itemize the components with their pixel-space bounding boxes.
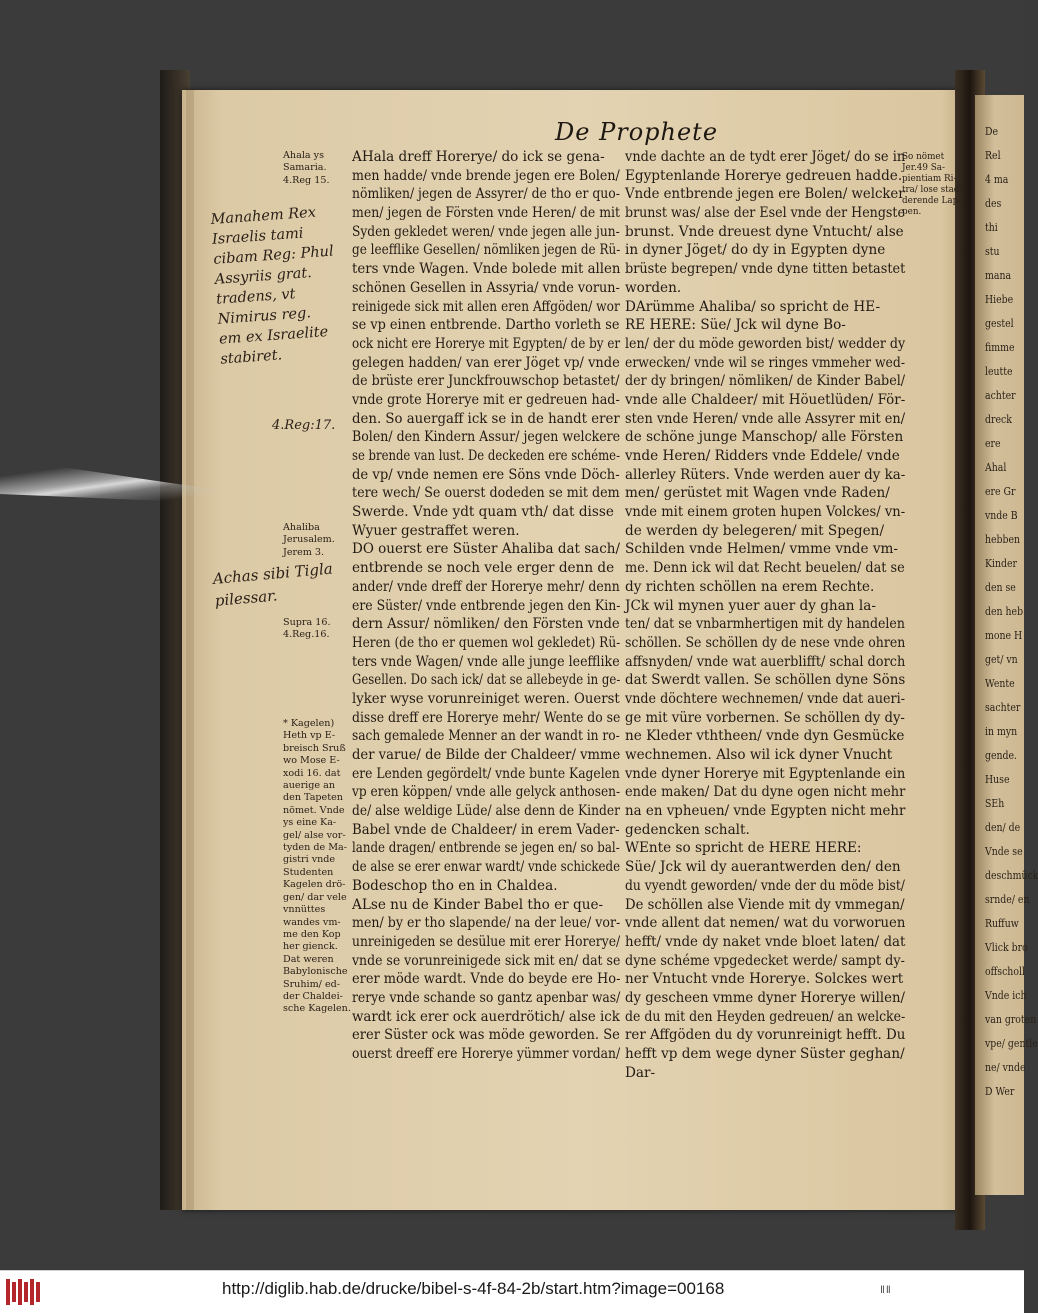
text-line: RE HERE: Süe/ Jck wil dyne Bo- — [625, 317, 846, 334]
text-line: de schöne junge Manschop/ alle Försten — [625, 429, 904, 446]
next-page-fragment: thi — [985, 221, 998, 234]
next-page-fragment: leutte — [985, 365, 1013, 378]
next-page-fragment: Hiebe — [985, 293, 1014, 306]
text-line: Heren (de tho er quemen wol gekledet) Rü- — [352, 634, 621, 651]
next-page-fragment: SEh — [985, 797, 1005, 810]
text-line: de brüste erer Junckfrouwschop betastet/ — [352, 373, 620, 390]
next-page-fragment: Rel — [985, 149, 1001, 162]
next-page-fragment: De — [985, 125, 999, 138]
handwritten-line: stabiret. — [219, 347, 283, 368]
url-link[interactable]: http://diglib.hab.de/drucke/bibel-s-4f-84-2b/start.htm?image=00168 — [222, 1279, 725, 1298]
margin-line: wo Mose E- — [283, 755, 340, 767]
margin-line: So nömet — [902, 152, 945, 162]
margin-line: auerige an — [283, 780, 335, 792]
text-line: vnde allent dat nemen/ wat du vorworuen — [625, 915, 906, 932]
text-line: len/ der du möde geworden bist/ wedder dy — [625, 335, 906, 352]
next-page-fragment: achter — [985, 389, 1016, 402]
next-page-fragment: hebben — [985, 533, 1021, 546]
next-page-fragment: den se — [985, 581, 1016, 594]
text-line: brunst. Vnde dreuest dyne Vntucht/ alse — [625, 223, 904, 240]
text-column-right — [625, 148, 905, 1082]
margin-line: derende Lap- — [902, 196, 962, 206]
text-line: dern Assur/ nömliken/ den Försten vnde — [352, 616, 620, 633]
margin-line: 4.Reg 15. — [283, 174, 330, 186]
margin-line: Babylonische — [283, 966, 348, 978]
text-line: erer Süster ock was möde geworden. Se — [352, 1027, 620, 1044]
next-page-fragment: vpe/ gentle — [985, 1037, 1038, 1050]
handwritten-line: Nimirus reg. — [217, 305, 312, 328]
next-page-fragment: sachter — [985, 701, 1021, 714]
margin-line: Heth vp E- — [283, 730, 336, 742]
margin-line: gel/ alse vor- — [283, 829, 346, 841]
margin-line: sche Kagelen. — [283, 1003, 351, 1015]
text-line: der dy bringen/ nömliken/ de Kinder Babel/ — [625, 373, 906, 390]
text-line: rer Affgöden du dy vorunreinigt hefft. Du — [625, 1027, 906, 1044]
text-line: ten/ dat se vnbarmhertigen mit dy handelen — [625, 616, 905, 633]
text-line: hefft/ vnde dy naket vnde bloet laten/ dat — [625, 933, 906, 950]
text-line: de/ alse weldige Lüde/ alse denn de Kinder — [352, 803, 620, 820]
margin-line: tra/ lose stad- — [902, 185, 963, 195]
margin-line: Samaria. — [283, 162, 327, 174]
text-line: se brende van lust. De deckeden ere schéme- — [352, 448, 621, 464]
text-line: vnde döchtere wechnemen/ vnde dat aueri- — [625, 690, 906, 707]
text-line: ge mit vüre vorbernen. Se schöllen dy dy- — [625, 709, 905, 726]
text-line: entbrende se noch vele erger denn de — [352, 560, 615, 577]
handwritten-line: Achas sibi Tigla — [212, 559, 334, 588]
margin-line: Ahala ys — [283, 150, 325, 161]
handwritten-line: Manahem Rex — [210, 204, 317, 228]
next-page-fragment: Huse — [985, 773, 1010, 786]
text-line: nömliken/ jegen de Assyrer/ de tho er quo- — [352, 186, 620, 203]
margin-note-ahala — [283, 150, 353, 187]
text-line: wechnemen. Also wil ick dyner Vnucht — [625, 747, 893, 763]
text-line: de alse se erer enwar wardt/ vnde schickede — [352, 859, 621, 876]
text-line: men/ by er tho slapende/ na der leue/ vor- — [352, 915, 621, 932]
text-line: de vp/ vnde nemen ere Söns vnde Döch- — [352, 466, 620, 483]
next-page-fragment: D Wer — [985, 1085, 1015, 1098]
text-line: Swerde. Vnde ydt quam vth/ dat disse — [352, 504, 614, 521]
next-page-fragment: Ahal — [985, 461, 1007, 474]
text-line: lyker wyse vorunreiniget weren. Ouerst — [352, 690, 620, 707]
next-page-fragment: srnde/ en — [985, 893, 1030, 906]
text-line: Babel vnde de Chaldeer/ in erem Vader- — [352, 821, 620, 838]
margin-line: breisch Sruß — [283, 742, 346, 754]
text-line: DO ouerst ere Süster Ahaliba dat sach/ — [352, 541, 621, 558]
text-line: ende maken/ Dat du dyne ogen nicht mehr — [625, 784, 906, 801]
text-line: Schilden vnde Helmen/ vmme vnde vm- — [625, 541, 899, 558]
text-line: brunst was/ alse der Esel vnde der Hengste — [625, 205, 905, 222]
margin-line: pientiam Ri- — [902, 174, 957, 184]
margin-line: Ahaliba — [283, 522, 320, 533]
next-page-fragment: Vlick bro — [985, 941, 1028, 954]
text-line: ner Vntucht vnde Horerye. Solckes wert — [625, 971, 904, 988]
margin-line: Jerem 3. — [283, 546, 325, 558]
text-line: ock nicht ere Horerye mit Egypten/ de by er — [352, 335, 621, 352]
handwritten-line: tradens, vt — [215, 286, 296, 308]
margin-line: me den Kop — [283, 928, 341, 940]
text-line: gedencken schalt. — [625, 821, 750, 838]
text-line: wardt ick erer ock auerdrötich/ alse ick — [352, 1008, 620, 1025]
text-line: Syden gekledet weren/ vnde jegen alle jun- — [352, 223, 620, 240]
next-page-fragment: gende. — [985, 749, 1018, 762]
text-line: AHala dreff Horerye/ do ick se gena- — [352, 149, 605, 165]
hab-logo-icon[interactable] — [6, 1279, 40, 1305]
next-page-fragment: get/ vn — [985, 653, 1018, 666]
handwritten-line: Israelis tami — [211, 225, 304, 248]
text-column-left — [352, 148, 620, 1064]
text-line: erer möde wardt. Vnde do beyde ere Ho- — [352, 971, 621, 988]
text-line: me. Denn ick wil dat Recht beuelen/ dat se — [625, 560, 905, 577]
text-line: se vp einen entbrende. Dartho vorleth se — [352, 317, 620, 334]
handwritten-note-manahem — [210, 202, 341, 370]
text-line: ters vnde Wagen/ vnde alle junge leefflike — [352, 653, 620, 670]
text-line: allerley Rüters. Vnde werden auer dy ka- — [625, 466, 906, 483]
text-line: De schöllen alse Viende mit dy vmmegan/ — [625, 896, 905, 913]
margin-line: Kagelen drö- — [283, 879, 346, 891]
text-line: vnde dachte an de tydt erer Jöget/ do se in — [625, 149, 906, 165]
next-page-fragment: mone H — [985, 629, 1023, 642]
text-line: ander/ vnde dreff der Horerye mehr/ denn — [352, 578, 620, 595]
margin-line: gistri vnde — [283, 854, 336, 866]
next-page-fragment: ne/ vnde — [985, 1061, 1026, 1074]
margin-line: Jerusalem. — [283, 534, 335, 546]
margin-line: pen. — [902, 207, 922, 217]
text-line: Vnde entbrende jegen ere Bolen/ welcker — [625, 186, 905, 203]
margin-line: Jer.49 Sa- — [902, 163, 946, 173]
next-page-fragment: den/ de — [985, 821, 1021, 834]
margin-line: ys eine Ka- — [283, 817, 337, 829]
next-page-fragment: fimme — [985, 341, 1015, 354]
text-line: DArümme Ahaliba/ so spricht de HE- — [625, 298, 881, 315]
margin-note-supra — [283, 617, 353, 642]
text-line: Gesellen. Do sach ick/ dat se allebeyde in ge- — [352, 672, 621, 689]
text-line: Bolen/ den Kindern Assur/ jegen welckere — [352, 429, 621, 446]
text-line: dyne schéme vpgedecket werde/ sampt dy- — [625, 952, 905, 969]
text-line: de werden dy belegeren/ mit Spegen/ — [625, 522, 885, 539]
text-line: ne Kleder vththeen/ vnde dyn Gesmücke — [625, 728, 905, 745]
text-line: der varue/ de Bilde der Chaldeer/ vmme — [352, 747, 621, 763]
text-line: vnde mit einem groten hupen Volckes/ vn- — [625, 504, 906, 521]
margin-line: 4.Reg.16. — [283, 629, 330, 641]
text-line: ters vnde Wagen. Vnde bolede mit allen — [352, 261, 621, 278]
handwritten-line: cibam Reg: Phul — [212, 243, 335, 268]
text-line: ouerst dreeff ere Horerye yümmer vordan/ — [352, 1046, 621, 1062]
next-page-fragment: dreck — [985, 413, 1012, 426]
text-line: JCk wil mynen yuer auer dy ghan la- — [625, 597, 876, 614]
next-page-fragment: stu — [985, 245, 1000, 258]
text-line: gelegen hadden/ van erer Jöget vp/ vnde — [352, 354, 620, 371]
text-line: sten vnde Heren/ vnde alle Assyrer mit en/ — [625, 410, 906, 427]
text-line: ere Süster/ vnde entbrende jegen den Kin- — [352, 597, 621, 614]
text-line: tere wech/ Se ouerst dodeden se mit dem — [352, 485, 620, 502]
text-line: sach gemalede Menner an der wandt in ro- — [352, 728, 620, 745]
text-line: vnde se vorunreinigede sick mit en/ dat se — [352, 952, 621, 969]
text-line: Wyuer gestraffet weren. — [352, 522, 520, 539]
next-page-edge — [975, 95, 1038, 1195]
text-line: brüste begrepen/ vnde dyne titten betastet — [625, 261, 906, 278]
next-page-fragment: Wente — [985, 677, 1015, 690]
next-page-fragment: mana — [985, 269, 1012, 282]
margin-note-ahaliba — [283, 522, 353, 559]
next-page-fragment: van groten — [985, 1013, 1037, 1026]
margin-line: xodi 16. dat — [283, 767, 341, 779]
text-line: men/ gerüstet mit Wagen vnde Raden/ — [625, 485, 890, 502]
text-line: disse dreff ere Horerye mehr/ Wente do se — [352, 709, 621, 726]
text-line: reinigede sick mit allen eren Affgöden/ wor — [352, 298, 620, 315]
text-line: in dyner Jöget/ do dy in Egypten dyne — [625, 242, 886, 259]
text-line: dy richten schöllen na erem Rechte. — [625, 578, 875, 595]
next-page-fragment: Vnde se — [985, 845, 1023, 858]
text-line: ALse nu de Kinder Babel tho er que- — [352, 896, 604, 913]
next-page-fragment: in myn — [985, 725, 1018, 738]
margin-line: vnnüttes — [283, 904, 326, 916]
next-page-fragment: ere Gr — [985, 485, 1016, 498]
text-line: Dar- — [625, 1064, 656, 1081]
margin-line: * Kagelen) — [283, 718, 335, 729]
next-page-fragment: ere — [985, 437, 1001, 450]
handwritten-note-reg: 4.Reg:17. — [272, 418, 336, 433]
text-line: schönen Gesellen in Assyria/ vnde vorun- — [352, 279, 620, 296]
handwritten-line: em ex Israelite — [218, 324, 329, 348]
margin-line: gen/ dar vele — [283, 891, 347, 903]
text-line: Süe/ Jck wil dy auerantwerden den/ den — [625, 859, 901, 876]
text-line: lande dragen/ entbrende se jegen en/ so bal- — [352, 840, 620, 857]
margin-line: Sruhim/ ed- — [283, 978, 341, 990]
next-page-fragment: den heb — [985, 605, 1024, 618]
running-head: De Prophete — [555, 118, 719, 146]
text-line: unreinigeden se desülue mit erer Horerye/ — [352, 933, 621, 950]
text-line: vnde Heren/ Ridders vnde Eddele/ vnde — [625, 448, 900, 464]
margin-line: Supra 16. — [283, 617, 331, 628]
next-page-fragment: Ruffuw — [985, 917, 1019, 930]
text-line: worden. — [625, 279, 682, 296]
text-line: vnde grote Horerye mit er gedreuen had- — [352, 391, 620, 408]
text-line: erwecken/ vnde wil se ringes vmmeher wed- — [625, 354, 906, 371]
margin-note-kagelen — [283, 718, 353, 1016]
handwritten-line: pilessar. — [214, 586, 279, 610]
text-line: men hadde/ vnde brende jegen ere Bolen/ — [352, 167, 620, 184]
text-line: rerye vnde schande so gantz apenbar was/ — [352, 989, 621, 1006]
next-page-fragment: gestel — [985, 317, 1014, 330]
text-line: na en vpheuen/ vnde Egypten nicht mehr — [625, 803, 906, 820]
next-page-fragment: Kinder — [985, 557, 1017, 570]
text-line: schöllen. Se schöllen dy de nese vnde ohren — [625, 634, 906, 651]
status-right-tag: ⅡⅡ — [880, 1285, 892, 1296]
text-line: de du mit den Heyden gedreuen/ an welcke- — [625, 1008, 906, 1025]
text-line: hefft vp dem wege dyner Süster geghan/ — [625, 1046, 905, 1062]
next-page-fragment: deschmück — [985, 869, 1038, 882]
text-line: vnde dyner Horerye mit Egyptenlande ein — [625, 765, 906, 782]
margin-line: Dat weren — [283, 953, 334, 965]
text-line: vnde alle Chaldeer/ mit Höuetlüden/ För- — [625, 391, 906, 408]
margin-line: tyden de Ma- — [283, 842, 347, 854]
text-line: affsnyden/ vnde wat auerblifft/ schal dorch — [625, 653, 906, 670]
margin-line: her gienck. — [283, 941, 338, 953]
next-page-fragment: des — [985, 197, 1002, 210]
text-line: vp eren köppen/ vnde alle gelyck anthosen- — [352, 784, 621, 801]
margin-line: Studenten — [283, 866, 334, 878]
text-line: dat Swerdt vallen. Se schöllen dyne Söns — [625, 672, 906, 689]
margin-line: der Chaldei- — [283, 990, 343, 1002]
next-page-fragment: Vnde ich — [985, 989, 1027, 1002]
margin-line: wandes vm- — [283, 916, 341, 928]
page-edge — [186, 90, 194, 1210]
next-page-fragment: vnde B — [985, 509, 1018, 522]
text-line: dy gescheen vmme dyner Horerye willen/ — [625, 989, 905, 1006]
margin-line: nömet. Vnde — [283, 804, 345, 816]
text-line: ge leefflike Gesellen/ nömliken jegen de Rü- — [352, 242, 621, 259]
text-line: WEnte so spricht de HERE HERE: — [625, 840, 862, 857]
text-line: Egyptenlande Horerye gedreuen hadde. — [625, 167, 903, 184]
margin-line: den Tapeten — [283, 792, 343, 804]
next-page-fragment: 4 ma — [985, 173, 1009, 186]
text-line: ere Lenden gegördelt/ vnde bunte Kagelen — [352, 765, 620, 782]
text-line: Bodeschop tho en in Chaldea. — [352, 877, 558, 894]
text-line: men/ jegen de Försten vnde Heren/ de mit — [352, 205, 621, 222]
next-page-fragment: offscholl — [985, 965, 1025, 978]
text-line: du vyendt geworden/ vnde der du möde bist/ — [625, 877, 905, 894]
text-line: den. So auergaff ick se in de handt erer — [352, 410, 620, 427]
right-margin-note — [902, 152, 962, 218]
handwritten-line: Assyriis grat. — [214, 265, 313, 288]
